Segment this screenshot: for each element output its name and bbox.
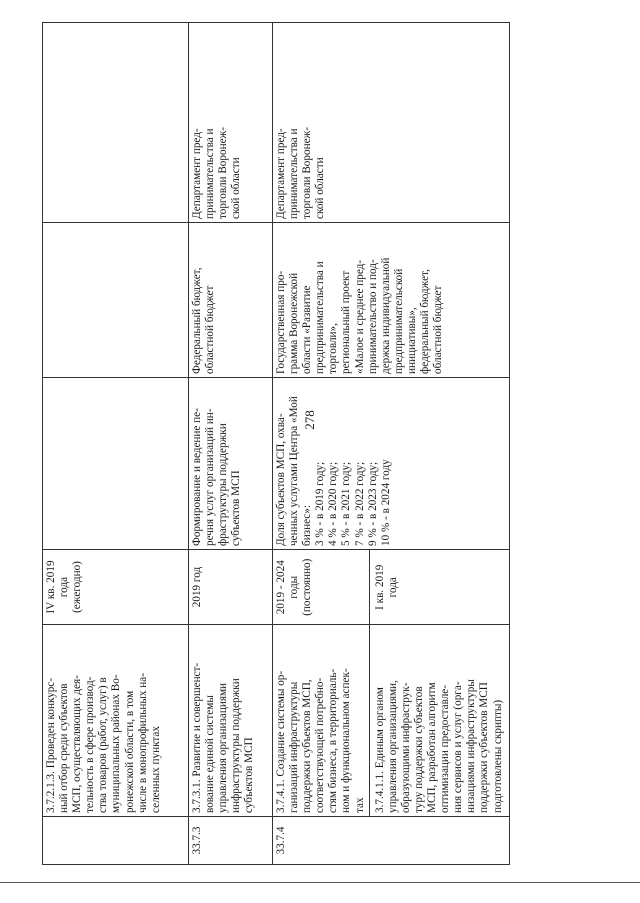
table-row xyxy=(273,23,510,865)
deadline-cell: IV кв. 2019 года (ежегодно) xyxy=(43,550,189,625)
page-number: 278 xyxy=(301,410,317,430)
event-cell: 3.7.3.1. Развитие и совершенст- вование единой системы управления организациями инфраструктуры поддержки субъектов МСП xyxy=(189,625,273,817)
executor-cell: Департамент пред- принимательства и торговли Воронеж- ской области xyxy=(189,23,273,223)
row-number xyxy=(43,817,189,865)
sub-deadline-text: I кв. 2019 года xyxy=(373,564,399,610)
indicator-cell xyxy=(43,378,189,550)
source-cell: Государственная про- грамма Воронежской области «Развитие предпринимательства и торговли», региональный проект «Малое и среднее пред- принимательство и под- держка индивидуальной предпринимательской инициативы», федеральный бюджет, областной бюджет xyxy=(273,223,510,378)
indicator-cell: Доля субъектов МСП, охва- ченных услугами Центра «Мой бизнес»: 3 % - в 2019 году; 4 % - в 2020 году; 5 % - в 2021 году; 7 % - в 2022 году; 9 % - в 2023 году; 10 % - в 2024 году xyxy=(273,378,510,550)
plan-table xyxy=(42,22,510,865)
executor-cell: Департамент пред- принимательства и торговли Воронеж- ской области xyxy=(273,23,510,223)
source-cell xyxy=(43,223,189,378)
executor-cell xyxy=(43,23,189,223)
deadline-text: 2019 - 2024 годы (постоянно) xyxy=(275,558,314,616)
event-cell xyxy=(273,550,510,817)
source-cell: Федеральный бюджет, областной бюджет xyxy=(189,223,273,378)
row-number: 33.7.4 xyxy=(273,817,510,865)
table-row xyxy=(43,23,189,865)
event-text: 3.7.4.1. Создание системы ор- ганизаций инфраструктуры поддержки субъектов МСП, соответствующей потребно- стям бизнеса, в территориаль- ном и функциональном аспек- тах xyxy=(273,624,369,816)
event-cell: 3.7.2.1.3. Проведен конкурс- ный отбор среди субъектов МСП, осуществляющих дея- тельность в сфере производ- ства товаров (работ, услуг) в муниципальных районах Во- ронежской области, в том числе в монопрофильных на- селенных пунктах xyxy=(43,625,189,817)
deadline-cell: 2019 год xyxy=(189,550,273,625)
footer-rule xyxy=(0,882,640,883)
indicator-cell: Формирование и ведение пе- речня услуг организаций ин- фраструктуры поддержки субъектов МСП xyxy=(189,378,273,550)
table-row xyxy=(189,23,273,865)
sub-event-text: 3.7.4.1.1. Единым органом управления организациями, образующими инфраструк- туру поддержки субъектов МСП, разработан алгоритм оптимизации предоставле- ния сервисов и услуг (орга- низациями инфраструктуры поддержки субъектов МСП подготовлены скрипты) xyxy=(370,624,509,816)
rotated-table-wrap xyxy=(42,23,504,865)
row-number: 33.7.3 xyxy=(189,817,273,865)
